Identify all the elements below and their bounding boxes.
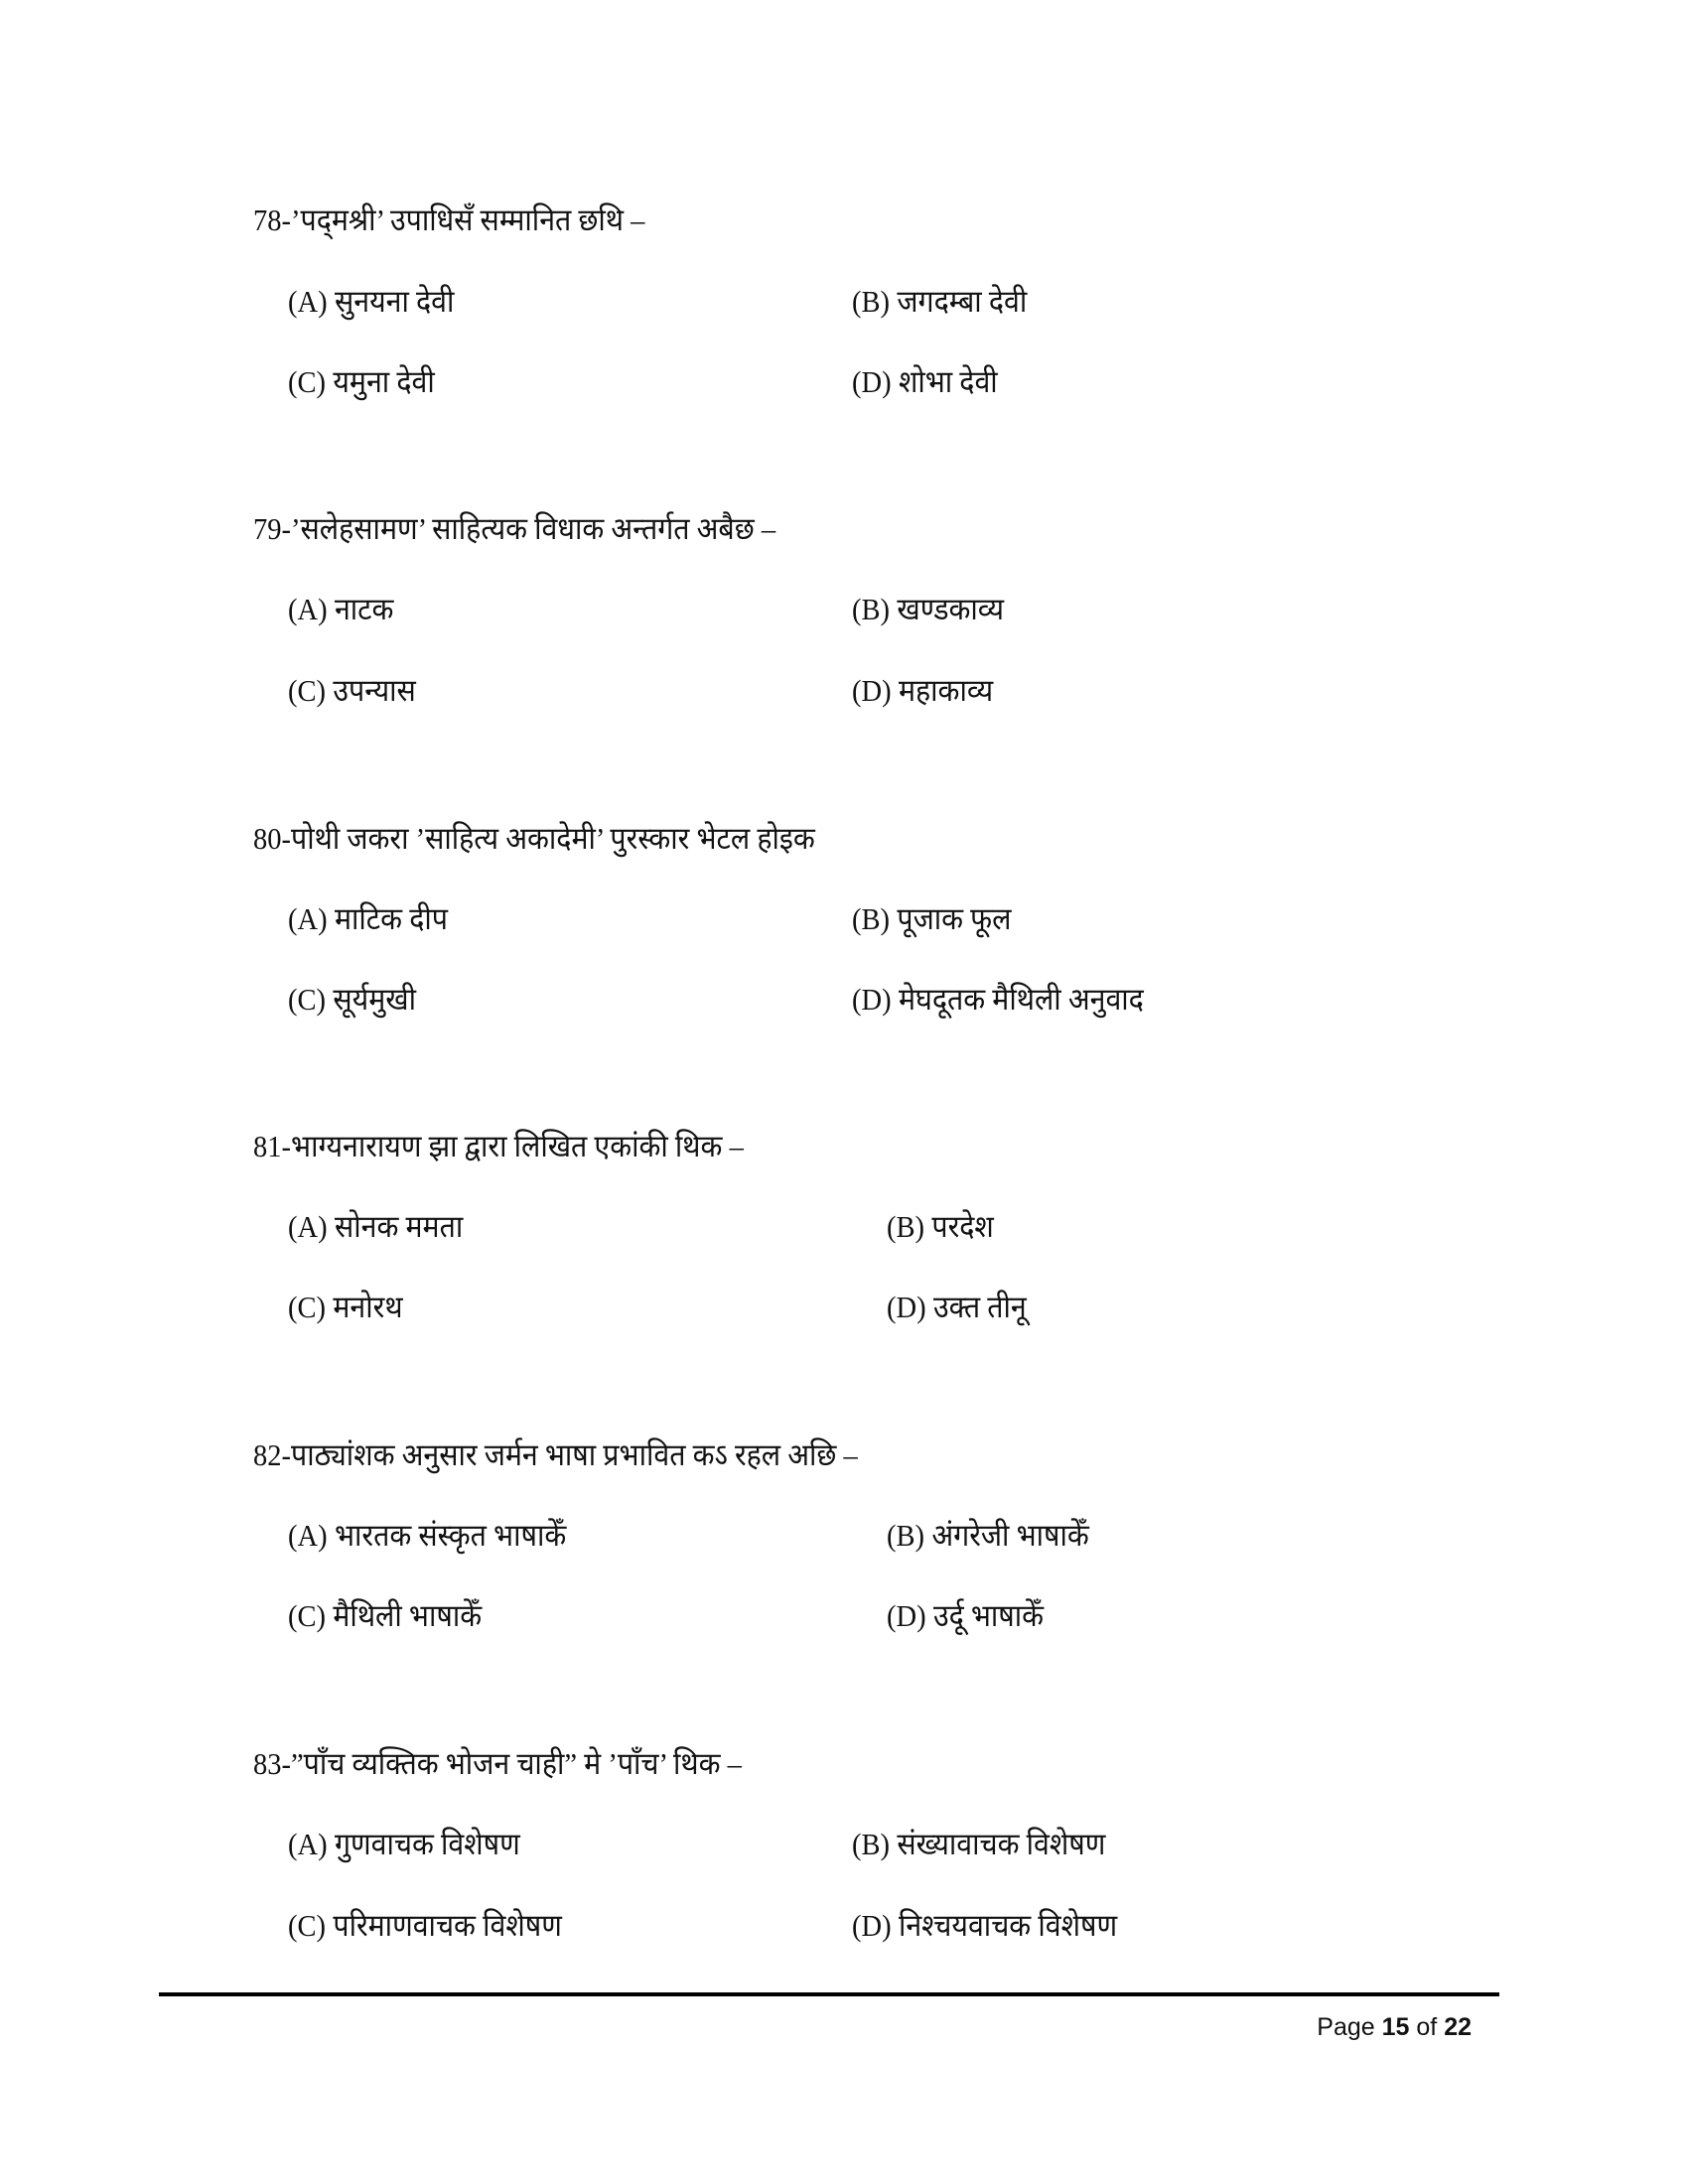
option-a: [288, 1516, 566, 1556]
question-78: 78-’पद्‍मश्री’ उपाधिसँ सम्मानित छथि –: [253, 203, 645, 237]
option-label: (B): [852, 592, 891, 626]
option-text: अंगरेजी भाषाकेँ: [931, 1518, 1089, 1553]
option-text: जगदम्बा देवी: [897, 284, 1028, 319]
option-label: (D): [887, 1290, 926, 1324]
option-b: [887, 1207, 994, 1247]
option-label: (A): [288, 592, 328, 626]
option-label: (A): [288, 284, 328, 319]
option-text: खण्डकाव्य: [897, 592, 1005, 626]
option-d: [887, 1288, 1027, 1327]
option-text: गुणवाचक विशेषण: [334, 1827, 520, 1861]
option-d: [852, 1906, 1117, 1946]
option-c: [288, 671, 416, 711]
option-b: [852, 899, 1011, 939]
option-text: मनोरथ: [333, 1290, 403, 1324]
option-label: (C): [288, 982, 327, 1017]
option-text: मैथिली भाषाकेँ: [333, 1598, 483, 1633]
option-text: यमुना देवी: [333, 364, 435, 399]
option-label: (B): [887, 1209, 925, 1244]
option-text: संख्यावाचक विशेषण: [897, 1827, 1106, 1861]
option-text: माटिक दीप: [334, 901, 448, 936]
option-a: [288, 899, 448, 939]
question-82: 82-पाठ्यांशक अनुसार जर्मन भाषा प्रभावित कऽ रहल अछि –: [253, 1437, 858, 1472]
option-text: उर्दू भाषाकेँ: [932, 1598, 1045, 1633]
question-83: 83-”पाँच व्यक्तिक भोजन चाही” मे ’पाँच’ थिक –: [253, 1746, 742, 1781]
option-label: (A): [288, 1518, 328, 1553]
option-text: नाटक: [334, 592, 394, 626]
question-80: 80-पोथी जकरा ’साहित्य अकादेमी’ पुरस्कार भेटल होइक: [253, 821, 815, 856]
option-d: [852, 671, 993, 711]
total-pages: 22: [1444, 2013, 1472, 2041]
option-c: [288, 1288, 403, 1327]
page-number: [1317, 2013, 1472, 2042]
option-text: सोनक ममता: [334, 1209, 464, 1244]
option-label: (B): [852, 284, 891, 319]
option-label: (B): [887, 1518, 925, 1553]
option-d: [887, 1596, 1044, 1636]
question-79: 79-’सलेहसामण’ साहित्यक विधाक अन्तर्गत अबैछ –: [253, 511, 776, 546]
option-label: (D): [852, 673, 892, 708]
option-label: (A): [288, 1827, 328, 1861]
option-c: [288, 1596, 482, 1636]
option-d: [852, 362, 998, 402]
option-label: (C): [288, 364, 327, 399]
option-c: [288, 362, 435, 402]
option-c: [288, 1906, 562, 1946]
option-label: (D): [852, 982, 892, 1017]
option-text: महाकाव्य: [898, 673, 994, 708]
option-text: शोभा देवी: [898, 364, 998, 399]
current-page: 15: [1381, 2013, 1410, 2041]
option-text: भारतक संस्कृत भाषाकेँ: [334, 1518, 567, 1553]
option-label: (C): [288, 673, 327, 708]
option-label: (D): [852, 1908, 892, 1943]
option-a: [288, 590, 393, 629]
option-text: सूर्यमुखी: [333, 982, 416, 1017]
option-a: [288, 1825, 520, 1864]
option-label: (D): [852, 364, 892, 399]
option-text: उपन्यास: [333, 673, 416, 708]
option-c: [288, 980, 416, 1020]
option-text: मेघदूतक मैथिली अनुवाद: [898, 982, 1144, 1017]
option-label: (B): [852, 1827, 891, 1861]
question-81: 81-भाग्यनारायण झा द्वारा लिखित एकांकी थिक –: [253, 1129, 744, 1163]
option-text: परिमाणवाचक विशेषण: [333, 1908, 562, 1943]
option-label: (C): [288, 1908, 327, 1943]
option-label: (C): [288, 1290, 327, 1324]
option-label: (B): [852, 901, 891, 936]
option-b: [852, 282, 1027, 322]
of-word: of: [1416, 2013, 1438, 2041]
option-a: [288, 282, 454, 322]
option-d: [852, 980, 1144, 1020]
option-b: [887, 1516, 1089, 1556]
option-label: (A): [288, 1209, 328, 1244]
page-word: Page: [1317, 2013, 1375, 2041]
option-a: [288, 1207, 463, 1247]
option-label: (A): [288, 901, 328, 936]
option-text: परदेश: [931, 1209, 994, 1244]
option-text: उक्त तीनू: [932, 1290, 1027, 1324]
option-b: [852, 590, 1004, 629]
option-text: निश्चयवाचक विशेषण: [898, 1908, 1118, 1943]
option-text: पूजाक फूल: [897, 901, 1012, 936]
option-label: (C): [288, 1598, 327, 1633]
footer-divider: [159, 1992, 1499, 1996]
option-label: (D): [887, 1598, 926, 1633]
option-text: सुनयना देवी: [334, 284, 455, 319]
option-b: [852, 1825, 1105, 1864]
